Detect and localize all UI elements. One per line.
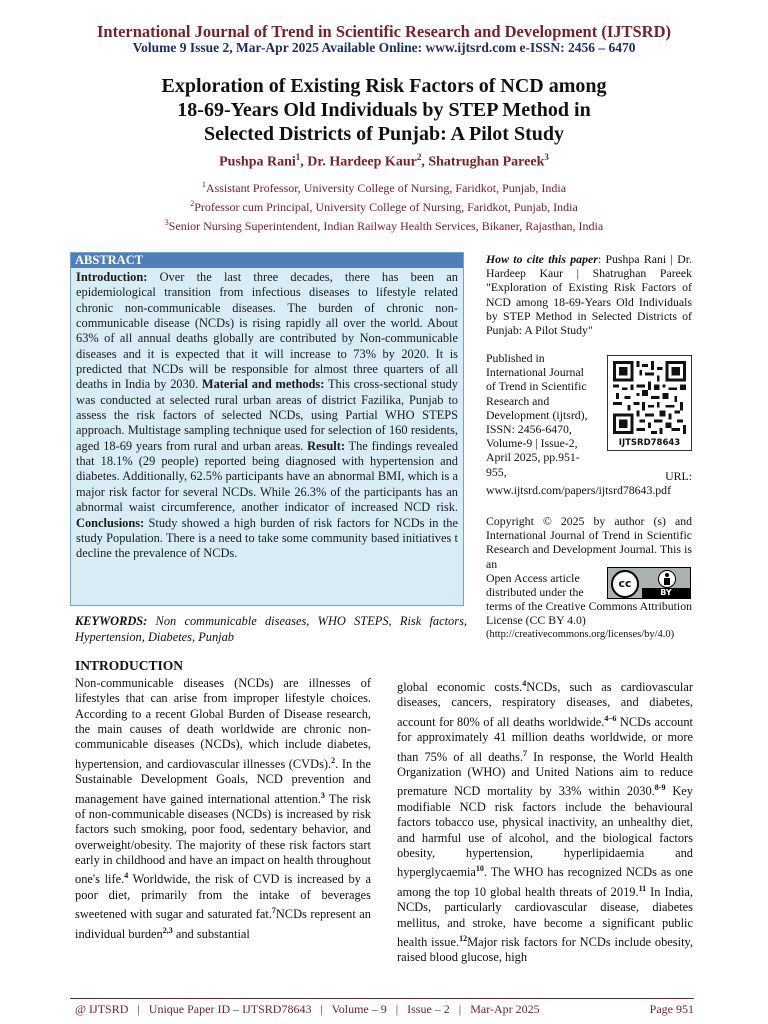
qr-id-label: IJTSRD78643 — [618, 438, 681, 448]
citation-text: : Pushpa Rani | Dr. Hardeep Kaur | Shatrughan Pareek "Exploration of Existing Risk Factors of NCD among 18-69-Years Old Individuals by STEP Method in Selected Districts of Punjab: A Pilot Study" — [486, 252, 692, 338]
affil-text: Professor cum Principal, University College of Nursing, Faridkot, Punjab, India — [194, 200, 578, 214]
url-label: URL: — [665, 469, 692, 483]
citation-ref: 11 — [638, 883, 647, 893]
citation-ref: 2 — [331, 755, 336, 765]
copyright-text-bottom: terms of the Creative Commons Attribution License (CC BY 4.0) — [486, 599, 692, 628]
body-text: Major risk factors for NCDs include obesity, raised blood glucose, high — [397, 935, 693, 965]
body-text: In response, the World Health Organization (WHO) and United Nations aim to reduce premature NCD mortality by 33% within 2030. — [397, 749, 693, 799]
footer-info: @ IJTSRD | Unique Paper ID – IJTSRD78643 | Volume – 9 | Issue – 2 | Mar-Apr 2025 — [75, 1002, 540, 1016]
affiliation-2 — [0, 199, 768, 215]
citation-ref: 3 — [320, 790, 325, 800]
affil-text: Assistant Professor, University College of Nursing, Faridkot, Punjab, India — [205, 181, 567, 195]
citation-block — [486, 252, 692, 337]
citation-ref: 7 — [523, 748, 527, 758]
citation-url[interactable]: www.ijtsrd.com/papers/ijtsrd78643.pdf — [486, 483, 672, 498]
cc-by-badge — [607, 567, 691, 599]
author-name: Dr. Hardeep Kaur — [307, 154, 417, 170]
cc-icon: cc — [611, 570, 639, 598]
citation-ref: 10 — [475, 864, 484, 874]
affil-sup: 2 — [190, 199, 195, 208]
affiliation-3 — [0, 218, 768, 234]
body-text: global economic costs. — [397, 680, 523, 695]
copyright-text-left: Open Access article distributed under the — [486, 571, 584, 600]
intro-right-column — [397, 676, 693, 966]
citation-label: How to cite this paper — [486, 252, 598, 266]
author-name: Shatrughan Pareek — [428, 154, 545, 170]
abstract-heading: ABSTRACT — [71, 253, 463, 268]
body-text: . The WHO has recognized NCDs as one among the top 10 global health threats of 2019. — [397, 865, 693, 899]
body-text: The risk of non-communicable diseases (NCDs) is increased by risk factors such smoking, poor food, sedentary behavior, and overweight/obesity. The majority of these risk factors start early in childhood and have an impact on health throughout one's life. — [75, 791, 371, 887]
author-name: Pushpa Rani — [219, 154, 296, 170]
author-sep: , — [300, 154, 308, 170]
citation-ref: 4 — [124, 871, 129, 881]
issue-line: Volume 9 Issue 2, Mar-Apr 2025 Available Online: www.ijtsrd.com e-ISSN: 2456 – 6470 — [132, 40, 636, 55]
qr-code-icon — [613, 361, 686, 434]
page-number: Page 951 — [649, 1002, 694, 1016]
keywords-text: Non communicable diseases, WHO STEPS, Risk factors, Hypertension, Diabetes, Punjab — [75, 614, 467, 644]
license-url[interactable]: (http://creativecommons.org/licenses/by/4.0) — [486, 629, 675, 640]
abstract-label: Result: — [307, 438, 345, 453]
intro-heading: INTRODUCTION — [75, 658, 184, 673]
abstract-text: The findings revealed that 18.1% (29 people) reported being diagnosed with hypertension and diabetes. Additionally, 62.5% participants have an abnormal BMI, which is a major risk factor for several NCDs. While 26.3% of the participants has an abnormal waist circumference, another indicator of increased NCD risk. — [76, 438, 459, 515]
abstract-label: Conclusions: — [76, 515, 145, 530]
title-line-2: 18-69-Years Old Individuals by STEP Method in — [177, 99, 591, 121]
body-text: . In the Sustainable Development Goals, NCD prevention and management have gained international attention. — [75, 756, 371, 806]
citation-ref: 12 — [459, 933, 468, 943]
body-text: Worldwide, the risk of CVD is increased by a poor diet, primarily from the intake of beverages sweetened with sugar and saturated fat. — [75, 872, 372, 922]
citation-ref: 7 — [271, 906, 276, 916]
body-text: NCDs, such as cardiovascular diseases, cancers, respiratory diseases, and diabetes, account for 80% of all deaths worldwide. — [397, 680, 693, 729]
citation-ref: 4 — [522, 679, 527, 688]
abstract-label: Material and methods: — [201, 377, 325, 392]
affil-text: Senior Nursing Superintendent, Indian Railway Health Services, Bikaner, Rajasthan, India — [168, 219, 604, 233]
affil-sup: 1 — [201, 180, 206, 189]
keywords — [75, 614, 467, 645]
footer-rule — [70, 998, 694, 999]
abstract-text: Study showed a high burden of risk factors for NCDs in the study Population. There is a need to take some community based initiatives t decline the prevalence of NCDs. — [76, 515, 458, 561]
abstract-text: This cross-sectional study was conducted at selected rural urban areas of district Fazilika, Punjab to assess the risk factors of selected NCDs, using Partial WHO STEPS approach. Multistage sampling technique used for selection of 160 residents, aged 18-69 years from rural and urban areas. — [76, 377, 458, 453]
body-text: Key modifiable NCD risk factors include the behavioural factors tobacco use, physical inactivity, an unhealthy diet, and harmful use of alcohol, and the biological factors obesity, hypertension, hyperlipidaemia and hyperglycaemia — [397, 784, 693, 880]
body-text: Non-communicable diseases (NCDs) are illnesses of lifestyles that can arise from improper lifestyle choices. According to a recent Global Burden of Disease research, the main causes of death worldwide are chronic non-communicable diseases (NCDs), which include diabetes, hypertension, and cardiovascular illnesses (CVDs). — [75, 676, 371, 771]
body-text: NCDs account for approximately 41 million deaths worldwide, or more than 75% of all deaths. — [397, 714, 693, 764]
authors — [0, 152, 768, 171]
author-sup: 2 — [416, 152, 422, 162]
citation-ref: 2,3 — [162, 925, 173, 935]
copyright-text: Copyright © 2025 by author (s) and International Journal of Trend in Scientific Research and Development Journal. This is an — [486, 514, 692, 571]
abstract-text: Over the last three decades, there has been an epidemiological transition from infectious diseases to lifestyle related chronic non-communicable diseases. The burden of chronic non-communicable disease (NCDs) is rising rapidly all over the world. About 63% of all annual deaths globally are contributed by Non-communicable diseases and it is expected that it will increase to 73% by 2020. It is predicted that NCDs will be responsible for almost three quarters of all deaths in India by 2030. — [76, 270, 458, 392]
abstract-box — [70, 252, 464, 606]
author-sup: 1 — [295, 152, 301, 162]
author-sup: 3 — [544, 152, 549, 162]
paper-title — [100, 74, 668, 146]
abstract-label: Introduction: — [76, 270, 148, 284]
citation-published: Published in International Journal of Trend in Scientific Research and Development (ijtsrd), ISSN: 2456-6470, Volume-9 | Issue-2, April 2025, pp.951-955, — [486, 351, 588, 479]
affil-sup: 3 — [164, 218, 169, 227]
intro-left-column — [75, 676, 371, 942]
body-text: In India, NCDs, particularly cardiovascular disease, diabetes mellitus, and stroke, have become a significant public health issue. — [397, 884, 694, 950]
journal-title: International Journal of Trend in Scientific Research and Development (IJTSRD) — [97, 22, 671, 41]
qr-code — [607, 355, 692, 451]
abstract-body — [71, 268, 463, 562]
author-sep: , — [421, 154, 429, 170]
affiliation-1 — [0, 180, 768, 196]
citation-url-block — [486, 469, 692, 497]
citation-ref: 8-9 — [654, 783, 666, 793]
body-text: NCDs represent an individual burden — [75, 907, 371, 941]
body-text: and substantial — [172, 926, 250, 941]
title-line-3: Selected Districts of Punjab: A Pilot Study — [204, 123, 564, 145]
keywords-label: KEYWORDS: — [75, 614, 148, 628]
by-label: BY — [642, 588, 690, 598]
citation-ref: 4–6 — [604, 713, 617, 723]
title-line-1: Exploration of Existing Risk Factors of NCD among — [161, 75, 607, 97]
by-person-icon — [658, 570, 676, 588]
